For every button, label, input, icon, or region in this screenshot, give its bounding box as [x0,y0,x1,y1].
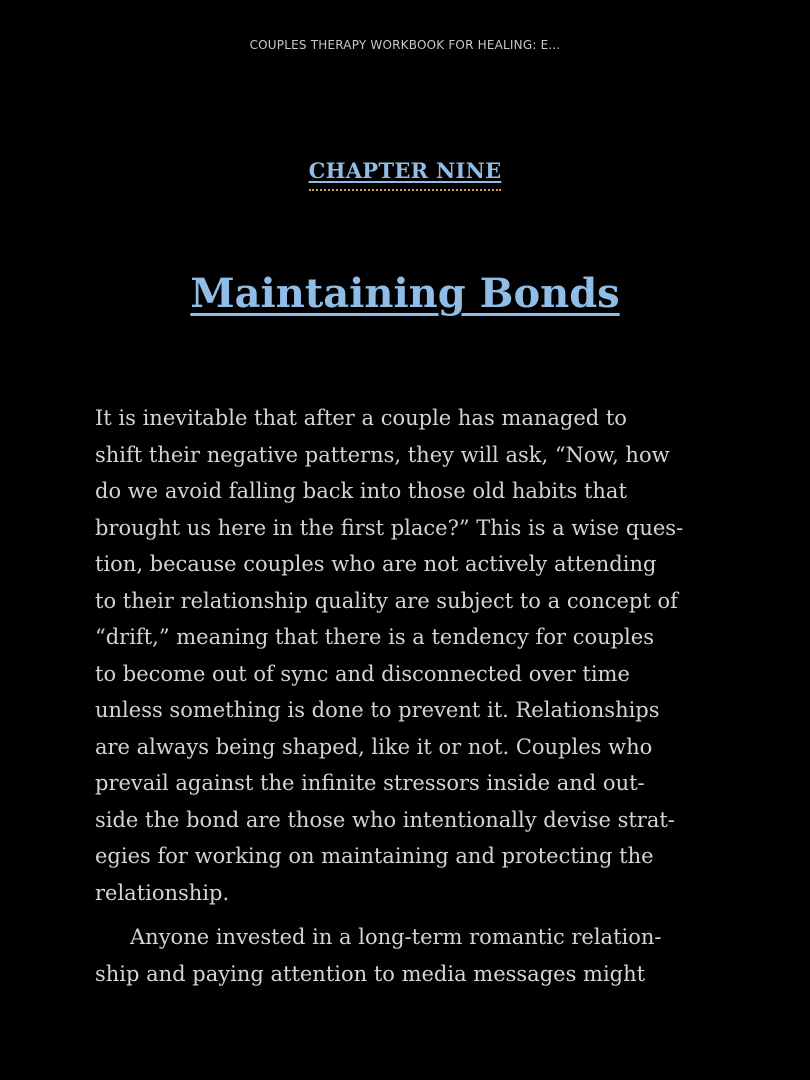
paragraph_1-line: are always being shaped, like it or not. Couples who [95,734,653,759]
paragraph-2 [95,919,720,992]
chapter-title-link[interactable]: Maintaining Bonds [190,270,620,317]
paragraph_1-line: brought us here in the first place?” This is a wise ques- [95,515,684,540]
paragraph_2-line: ship and paying attention to media messages might [95,961,646,986]
paragraph_1-line: “drift,” meaning that there is a tendency for couples [95,625,654,649]
chapter-body-text [95,400,720,992]
paragraph_1-line: do we avoid falling back into those old habits that [95,479,627,503]
chapter-label-container [0,158,810,191]
paragraph-1 [95,400,720,911]
paragraph_1-line: tion, because couples who are not actively attending [95,552,657,576]
chapter-title-container [0,270,810,317]
running-header-book-title: COUPLES THERAPY WORKBOOK FOR HEALING: E... [249,38,561,52]
paragraph_1-line: relationship. [95,880,230,905]
paragraph_1-line: egies for working on maintaining and protecting the [95,844,654,868]
paragraph_1-line: It is inevitable that after a couple has managed to [95,406,627,430]
paragraph_1-line: to become out of sync and disconnected over time [95,661,630,686]
paragraph_1-line: to their relationship quality are subject to a concept of [95,588,678,613]
paragraph_1-line: prevail against the infinite stressors inside and out- [95,771,645,795]
paragraph_1-line: shift their negative patterns, they will ask, “Now, how [95,442,670,467]
chapter-label-link[interactable]: CHAPTER NINE [309,158,502,191]
paragraph_1-line: unless something is done to prevent it. Relationships [95,698,660,722]
paragraph_1-line: side the bond are those who intentionally devise strat- [95,807,675,832]
paragraph_2-line: Anyone invested in a long-term romantic relation- [130,925,662,949]
